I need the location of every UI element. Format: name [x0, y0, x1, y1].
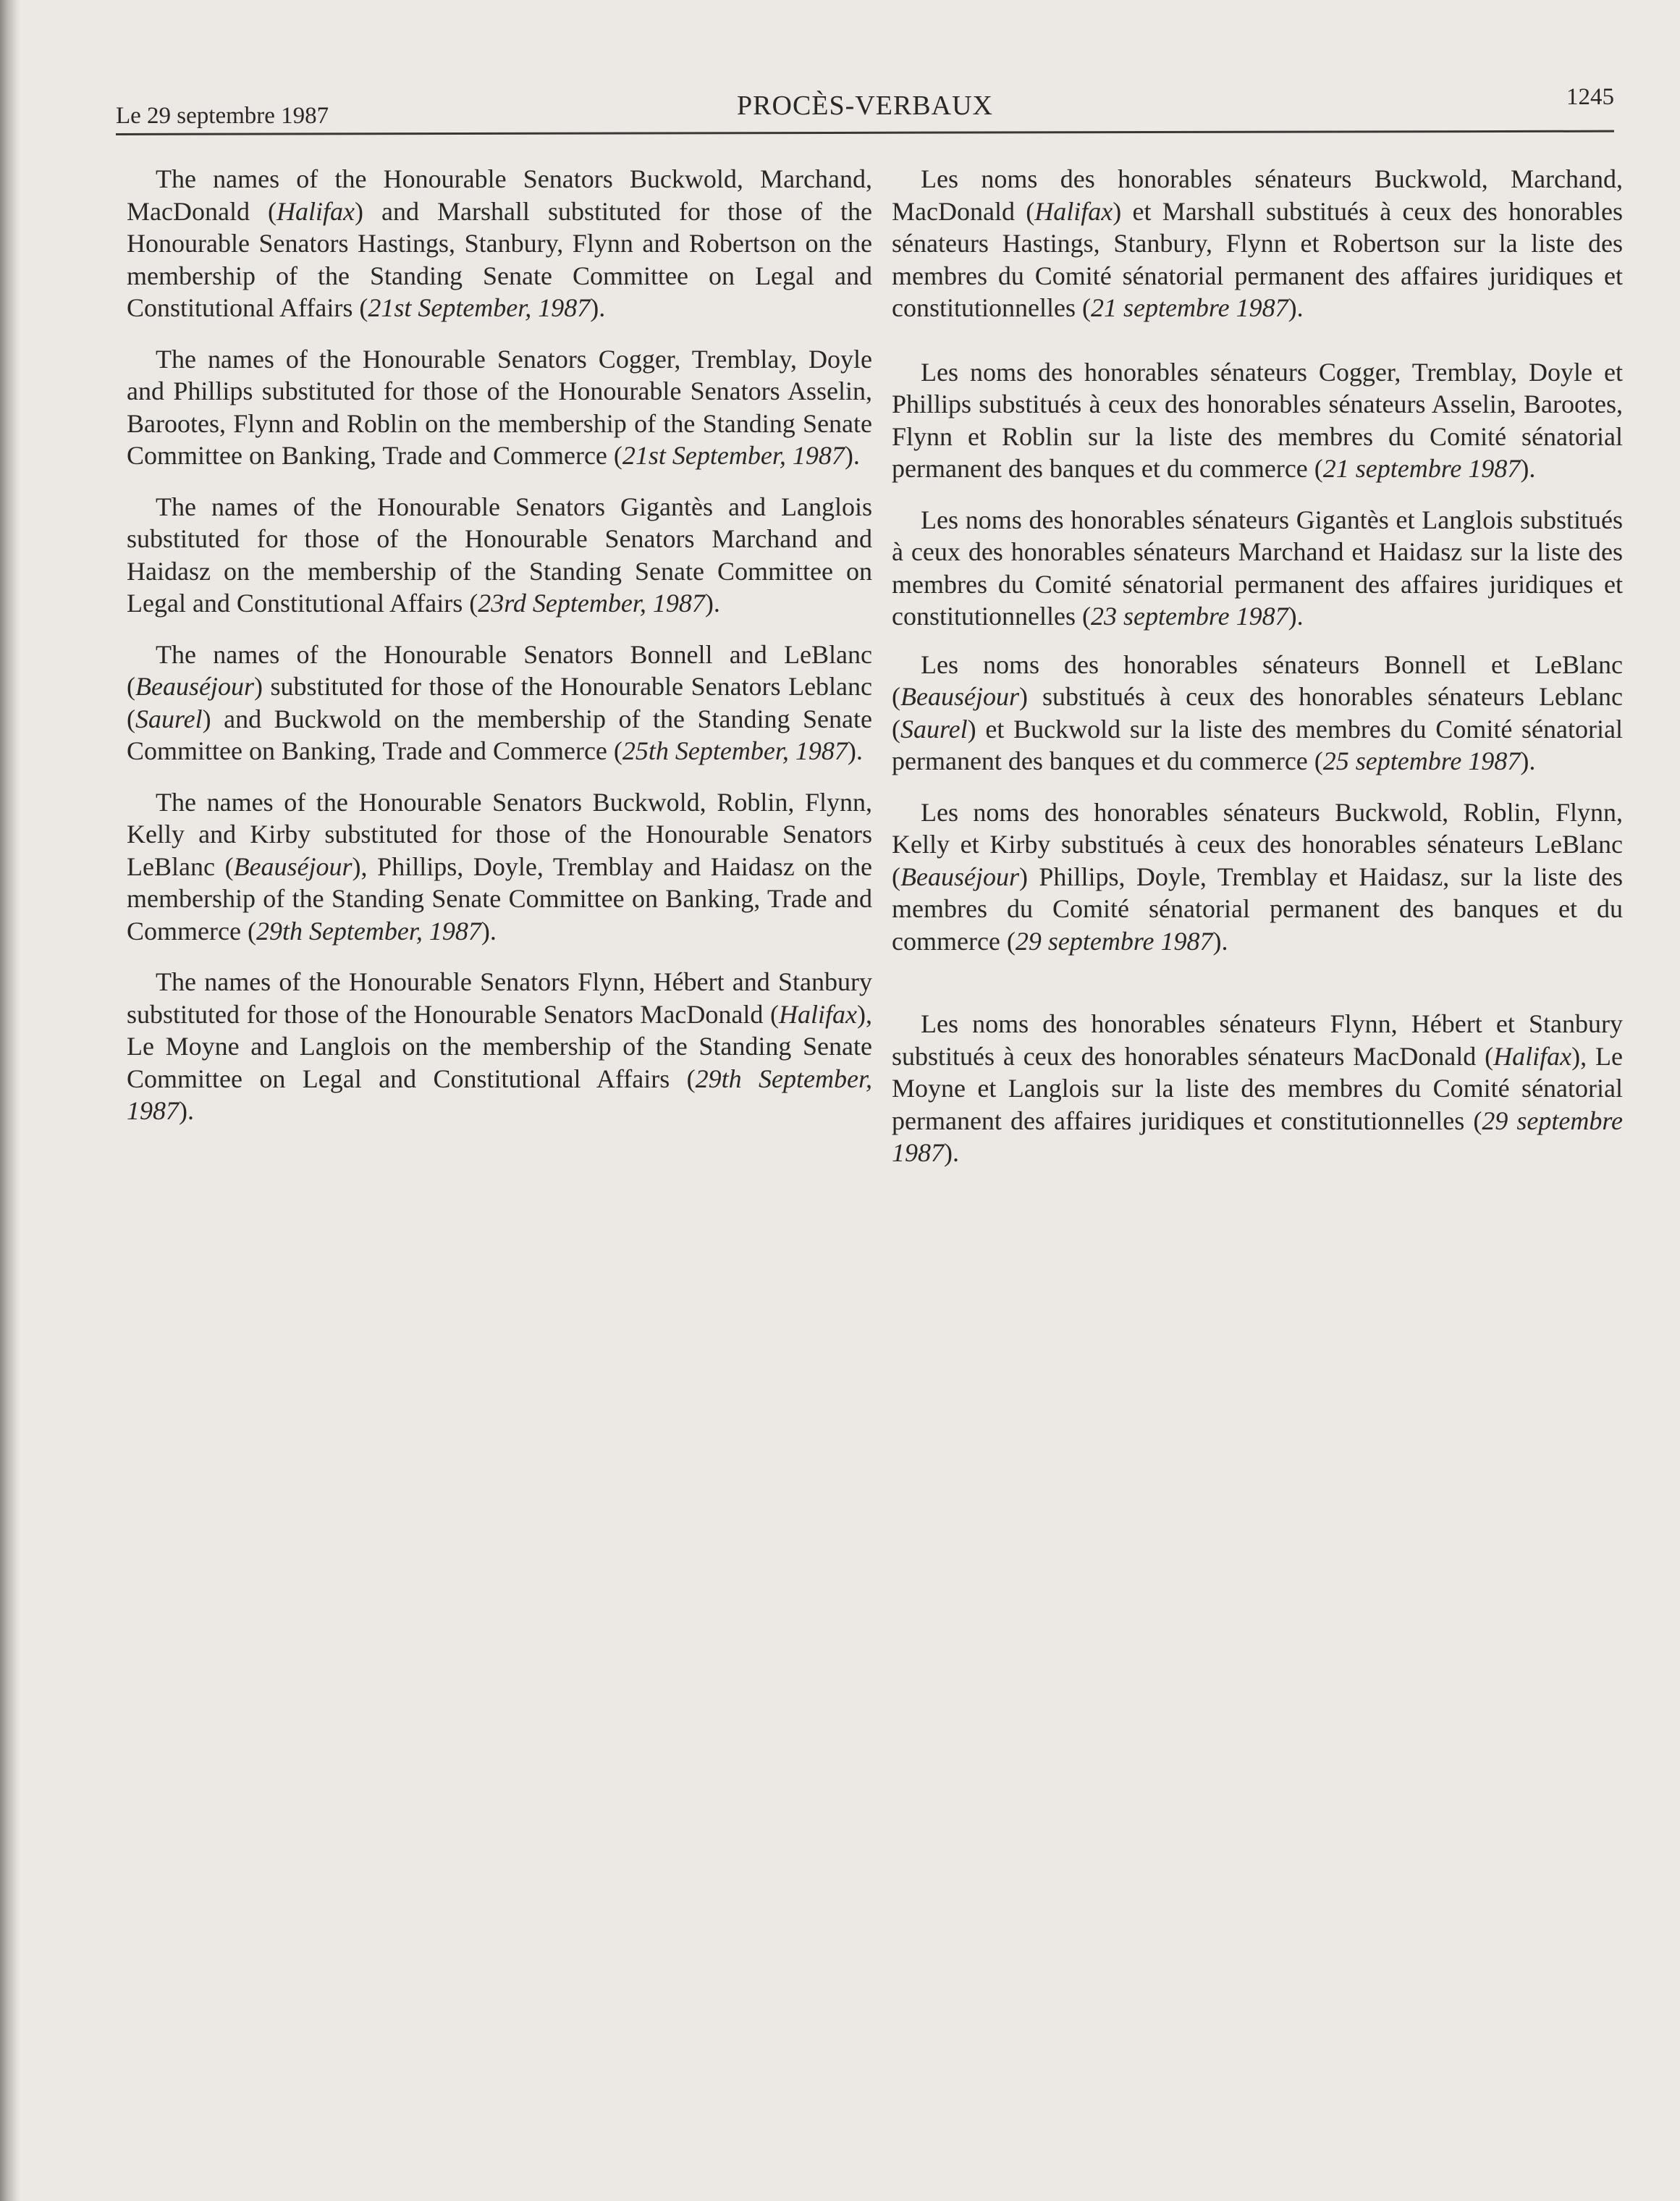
italic-date: 29 septembre 1987: [1015, 926, 1213, 956]
paragraph-text: ), Le Moyne et Langlois sur la liste des membres du Comité sénatorial permanent des affaires juridiques et constitutionnelles (: [892, 1041, 1623, 1135]
italic-text: Saurel: [135, 704, 203, 733]
page-number: 1245: [1566, 84, 1614, 110]
page-header: [116, 81, 1614, 138]
english-paragraph: [127, 163, 872, 324]
english-column: [127, 163, 872, 1127]
italic-text: Beauséjour: [900, 682, 1019, 711]
header-title: PROCÈS-VERBAUX: [737, 91, 993, 121]
french-paragraph: [892, 796, 1623, 958]
paragraph-text: The names of the Honourable Senators Gigantès and Langlois substituted for those of the Honourable Senators Marchand and Haidasz on the membership of the Standing Senate Committee on Legal and Constitutional Affairs (: [127, 492, 872, 618]
paragraph-text: Les noms des honorables sénateurs Gigantès et Langlois substitués à ceux des honorables sénateurs Marchand et Haidasz sur la liste des membres du Comité sénatorial permanent des affaires juridiques et constitutionnelles (: [892, 505, 1623, 631]
english-paragraph: [127, 786, 872, 948]
italic-text: Beauséjour: [135, 672, 254, 701]
italic-text: Halifax: [276, 196, 355, 226]
italic-text: Halifax: [1034, 196, 1113, 226]
paragraph-text: ) substitués à ceux des honorables sénateurs Leblanc (: [892, 682, 1623, 744]
french-paragraph: [892, 356, 1623, 485]
paragraph-text: ).: [179, 1096, 194, 1125]
italic-date: 29th September, 1987: [127, 1064, 872, 1125]
paragraph-text: ).: [1520, 746, 1536, 775]
paragraph-text: Les noms des honorables sénateurs Bonnell et LeBlanc (: [892, 649, 1623, 711]
paragraph-text: Les noms des honorables sénateurs Buckwold, Marchand, MacDonald (: [892, 164, 1623, 226]
italic-date: 23 septembre 1987: [1090, 602, 1288, 631]
italic-date: 29 septembre 1987: [892, 1106, 1623, 1167]
paragraph-text: The names of the Honourable Senators Buckwold, Marchand, MacDonald (: [127, 164, 872, 226]
paragraph-text: ).: [1288, 293, 1304, 322]
paragraph-text: ) et Buckwold sur la liste des membres du Comité sénatorial permanent des banques et du commerce (: [892, 714, 1623, 775]
paragraph-text: ).: [1212, 926, 1228, 956]
paragraph-text: ).: [481, 916, 497, 946]
french-paragraph: [892, 1008, 1623, 1169]
english-paragraph: [127, 639, 872, 767]
english-paragraph: [127, 343, 872, 472]
paragraph-text: The names of the Honourable Senators Bonnell and LeBlanc (: [127, 639, 872, 701]
english-paragraph: [127, 966, 872, 1127]
italic-date: 25 septembre 1987: [1322, 746, 1521, 775]
paragraph-text: ).: [590, 293, 606, 322]
french-column: [892, 163, 1623, 1169]
paragraph-text: ) substituted for those of the Honourable Senators Leblanc (: [127, 672, 872, 733]
english-paragraph: [127, 491, 872, 620]
paragraph-text: ).: [847, 736, 863, 765]
italic-text: Saurel: [900, 714, 968, 744]
french-paragraph: [892, 504, 1623, 633]
paragraph-text: ) and Buckwold on the membership of the Standing Senate Committee on Banking, Trade and Commerce (: [127, 704, 872, 765]
italic-date: 23rd September, 1987: [478, 589, 705, 618]
paragraph-text: Les noms des honorables sénateurs Flynn, Hébert et Stanbury substitués à ceux des honorables sénateurs MacDonald (: [892, 1009, 1623, 1071]
italic-text: Beauséjour: [233, 851, 353, 881]
italic-date: 21st September, 1987: [368, 293, 591, 322]
paragraph-text: ).: [944, 1138, 959, 1167]
italic-text: Beauséjour: [900, 862, 1019, 891]
paragraph-text: The names of the Honourable Senators Cogger, Tremblay, Doyle and Phillips substituted for those of the Honourable Senators Asselin, Barootes, Flynn and Roblin on the membership of the Standing Senate Committee on Banking, Trade and Commerce (: [127, 344, 872, 470]
italic-date: 21st September, 1987: [622, 441, 845, 470]
paragraph-text: Les noms des honorables sénateurs Cogger, Tremblay, Doyle et Phillips substitués à ceux des honorables sénateurs Asselin, Barootes, Flynn et Roblin sur la liste des membres du Comité sénatorial permanent des banques et du commerce (: [892, 357, 1623, 483]
paragraph-text: ) et Marshall substitués à ceux des honorables sénateurs Hastings, Stanbury, Flynn et Robertson sur la liste des membres du Comité sénatorial permanent des affaires juridiques et constitutionnelles (: [892, 196, 1623, 322]
paragraph-text: Les noms des honorables sénateurs Buckwold, Roblin, Flynn, Kelly et Kirby substitués à ceux des honorables sénateurs LeBlanc (: [892, 797, 1623, 891]
paragraph-text: ), Phillips, Doyle, Tremblay and Haidasz on the membership of the Standing Senate Committee on Banking, Trade and Commerce (: [127, 851, 872, 946]
paragraph-text: ).: [844, 441, 860, 470]
italic-text: Halifax: [1493, 1041, 1572, 1071]
paragraph-text: ), Le Moyne and Langlois on the membership of the Standing Senate Committee on Legal and Constitutional Affairs (: [127, 999, 872, 1093]
header-date: Le 29 septembre 1987: [116, 103, 329, 129]
italic-date: 21 septembre 1987: [1322, 454, 1521, 483]
french-paragraph: [892, 163, 1623, 324]
italic-text: Halifax: [779, 999, 857, 1029]
book-spine-shadow: [0, 0, 20, 2201]
italic-date: 21 septembre 1987: [1090, 293, 1288, 322]
paragraph-text: ) Phillips, Doyle, Tremblay et Haidasz, sur la liste des membres du Comité sénatorial permanent des banques et du commerce (: [892, 862, 1623, 956]
paragraph-text: The names of the Honourable Senators Flynn, Hébert and Stanbury substituted for those of the Honourable Senators MacDonald (: [127, 967, 872, 1029]
paragraph-text: ).: [1288, 602, 1304, 631]
paragraph-text: The names of the Honourable Senators Buckwold, Roblin, Flynn, Kelly and Kirby substituted for those of the Honourable Senators LeBlanc (: [127, 787, 872, 881]
french-paragraph: [892, 649, 1623, 778]
paragraph-text: ).: [1520, 454, 1536, 483]
paragraph-text: ).: [704, 589, 720, 618]
paragraph-text: ) and Marshall substituted for those of the Honourable Senators Hastings, Stanbury, Flynn and Robertson on the membership of the Standing Senate Committee on Legal and Constitutional Affairs (: [127, 196, 872, 322]
italic-date: 29th September, 1987: [256, 916, 481, 946]
italic-date: 25th September, 1987: [622, 736, 848, 765]
